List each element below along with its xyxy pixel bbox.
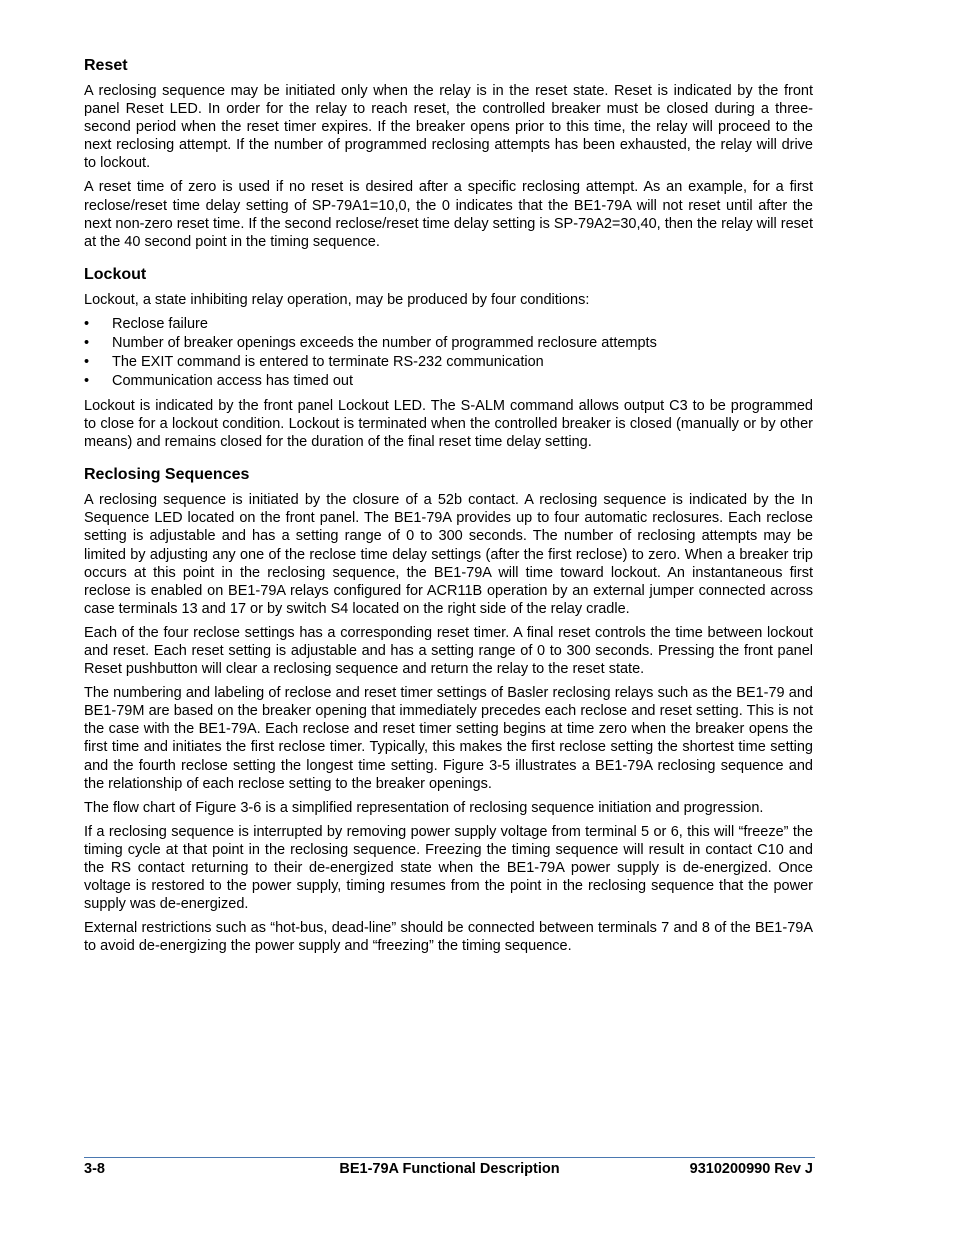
reset-paragraph-2: A reset time of zero is used if no reset is desired after a specific reclosing attempt. As an example, for a first reclose/reset time delay setting of SP-79A1=10,0, the 0 indicates that the BE1-79A will not reset until after the next non-zero reset time. If the second reclose/reset time delay setting is SP-79A2=30,40, then the relay will reset at the 40 second point in the timing sequence. — [84, 179, 814, 250]
bullet-icon: • — [84, 334, 90, 351]
list-item-text: Reclose failure — [112, 315, 208, 332]
reclosing-heading: Reclosing Sequences — [84, 466, 250, 484]
list-item — [84, 334, 813, 353]
lockout-heading: Lockout — [84, 265, 147, 283]
footer-rule — [84, 1157, 815, 1158]
list-item — [84, 353, 813, 372]
bullet-icon: • — [84, 372, 90, 389]
reclosing-paragraph-6: External restrictions such as “hot-bus, dead-line” should be connected between terminals 7 and 8 of the BE1-79A to avoid de-energizing the power supply and “freezing” the timing sequence. — [84, 920, 813, 955]
bullet-icon: • — [84, 353, 90, 370]
list-item — [84, 372, 813, 391]
list-item-text: Number of breaker openings exceeds the number of programmed reclosure attempts — [112, 334, 657, 351]
reclosing-paragraph-3: The numbering and labeling of reclose and reset timer settings of Basler reclosing relays such as the BE1-79 and BE1-79M are based on the breaker opening that immediately precedes each reclose and reset setting. This is not the case with the BE1-79A. Each reclose and reset timer setting begins at time zero when the breaker opens the first time and initiates the first reclose timer. Typically, this makes the first reclose setting the shortest time setting and the fourth reclose setting the longest time setting. Figure 3-5 illustrates a BE1-79A reclosing sequence and the relationship of each reclose setting to the breaker openings. — [84, 685, 813, 792]
lockout-paragraph-2: Lockout is indicated by the front panel Lockout LED. The S-ALM command allows output C3 to be programmed to close for a lockout condition. Lockout is terminated when the controlled breaker is closed (manually or by other means) and remains closed for the duration of the final reset time delay setting. — [84, 397, 813, 451]
footer-document-number: 9310200990 Rev J — [689, 1161, 813, 1177]
footer-document-title: BE1-79A Functional Description — [339, 1161, 560, 1177]
footer-page-number: 3-8 — [84, 1161, 105, 1177]
lockout-intro: Lockout, a state inhibiting relay operation, may be produced by four conditions: — [84, 291, 590, 308]
bullet-icon: • — [84, 315, 90, 332]
reset-heading: Reset — [84, 57, 128, 74]
reclosing-paragraph-2: Each of the four reclose settings has a corresponding reset timer. A final reset controls the time between lockout and reset. Each reset setting is adjustable and has a setting range of 0 to 300 seconds. Pressing the front panel Reset pushbutton will clear a reclosing sequence and return the relay to the reset state. — [84, 624, 813, 678]
page-footer — [84, 1160, 815, 1178]
list-item-text: Communication access has timed out — [112, 372, 353, 389]
reset-paragraph-1: A reclosing sequence may be initiated only when the relay is in the reset state. Reset is indicated by the front panel Reset LED. In order for the relay to reach reset, the controlled breaker must be closed during a three-second period when the reset timer expires. If the breaker opens prior to this time, the relay will proceed to the next reclosing attempt. If the number of programmed reclosing attempts has been exhausted, the relay will drive to lockout. — [84, 83, 813, 172]
list-item — [84, 315, 813, 334]
reclosing-paragraph-4: The flow chart of Figure 3-6 is a simplified representation of reclosing sequence initiation and progression. — [84, 799, 764, 816]
page-body — [84, 56, 813, 961]
list-item-text: The EXIT command is entered to terminate RS-232 communication — [112, 353, 544, 370]
reclosing-paragraph-5: If a reclosing sequence is interrupted by removing power supply voltage from terminal 5 or 6, this will “freeze” the timing cycle at that point in the reclosing sequence. Freezing the timing sequence will result in contact C10 and the RS contact returning to their de-energized state when the BE1-79A power supply is de-energized. Once voltage is restored to the power supply, timing resumes from the point in the reclosing sequence that the power supply was de-energized. — [84, 823, 813, 913]
lockout-conditions-list — [84, 315, 813, 391]
reclosing-paragraph-1: A reclosing sequence is initiated by the closure of a 52b contact. A reclosing sequence is indicated by the In Sequence LED located on the front panel. The BE1-79A provides up to four automatic reclosures. Each reclose setting is adjustable and has a setting range of 0 to 300 seconds. The number of reclosing attempts may be limited by adjusting any one of the reclose time delay settings (after the first reclose) to zero. When a breaker trip occurs at this point in the reclosing sequence, the BE1-79A will time toward lockout. An instantaneous first reclose is enabled on BE1-79A relays configured for ACR11B operation by an external jumper connected across case terminals 13 and 17 or by switch S4 located on the right side of the relay cradle. — [84, 492, 813, 617]
